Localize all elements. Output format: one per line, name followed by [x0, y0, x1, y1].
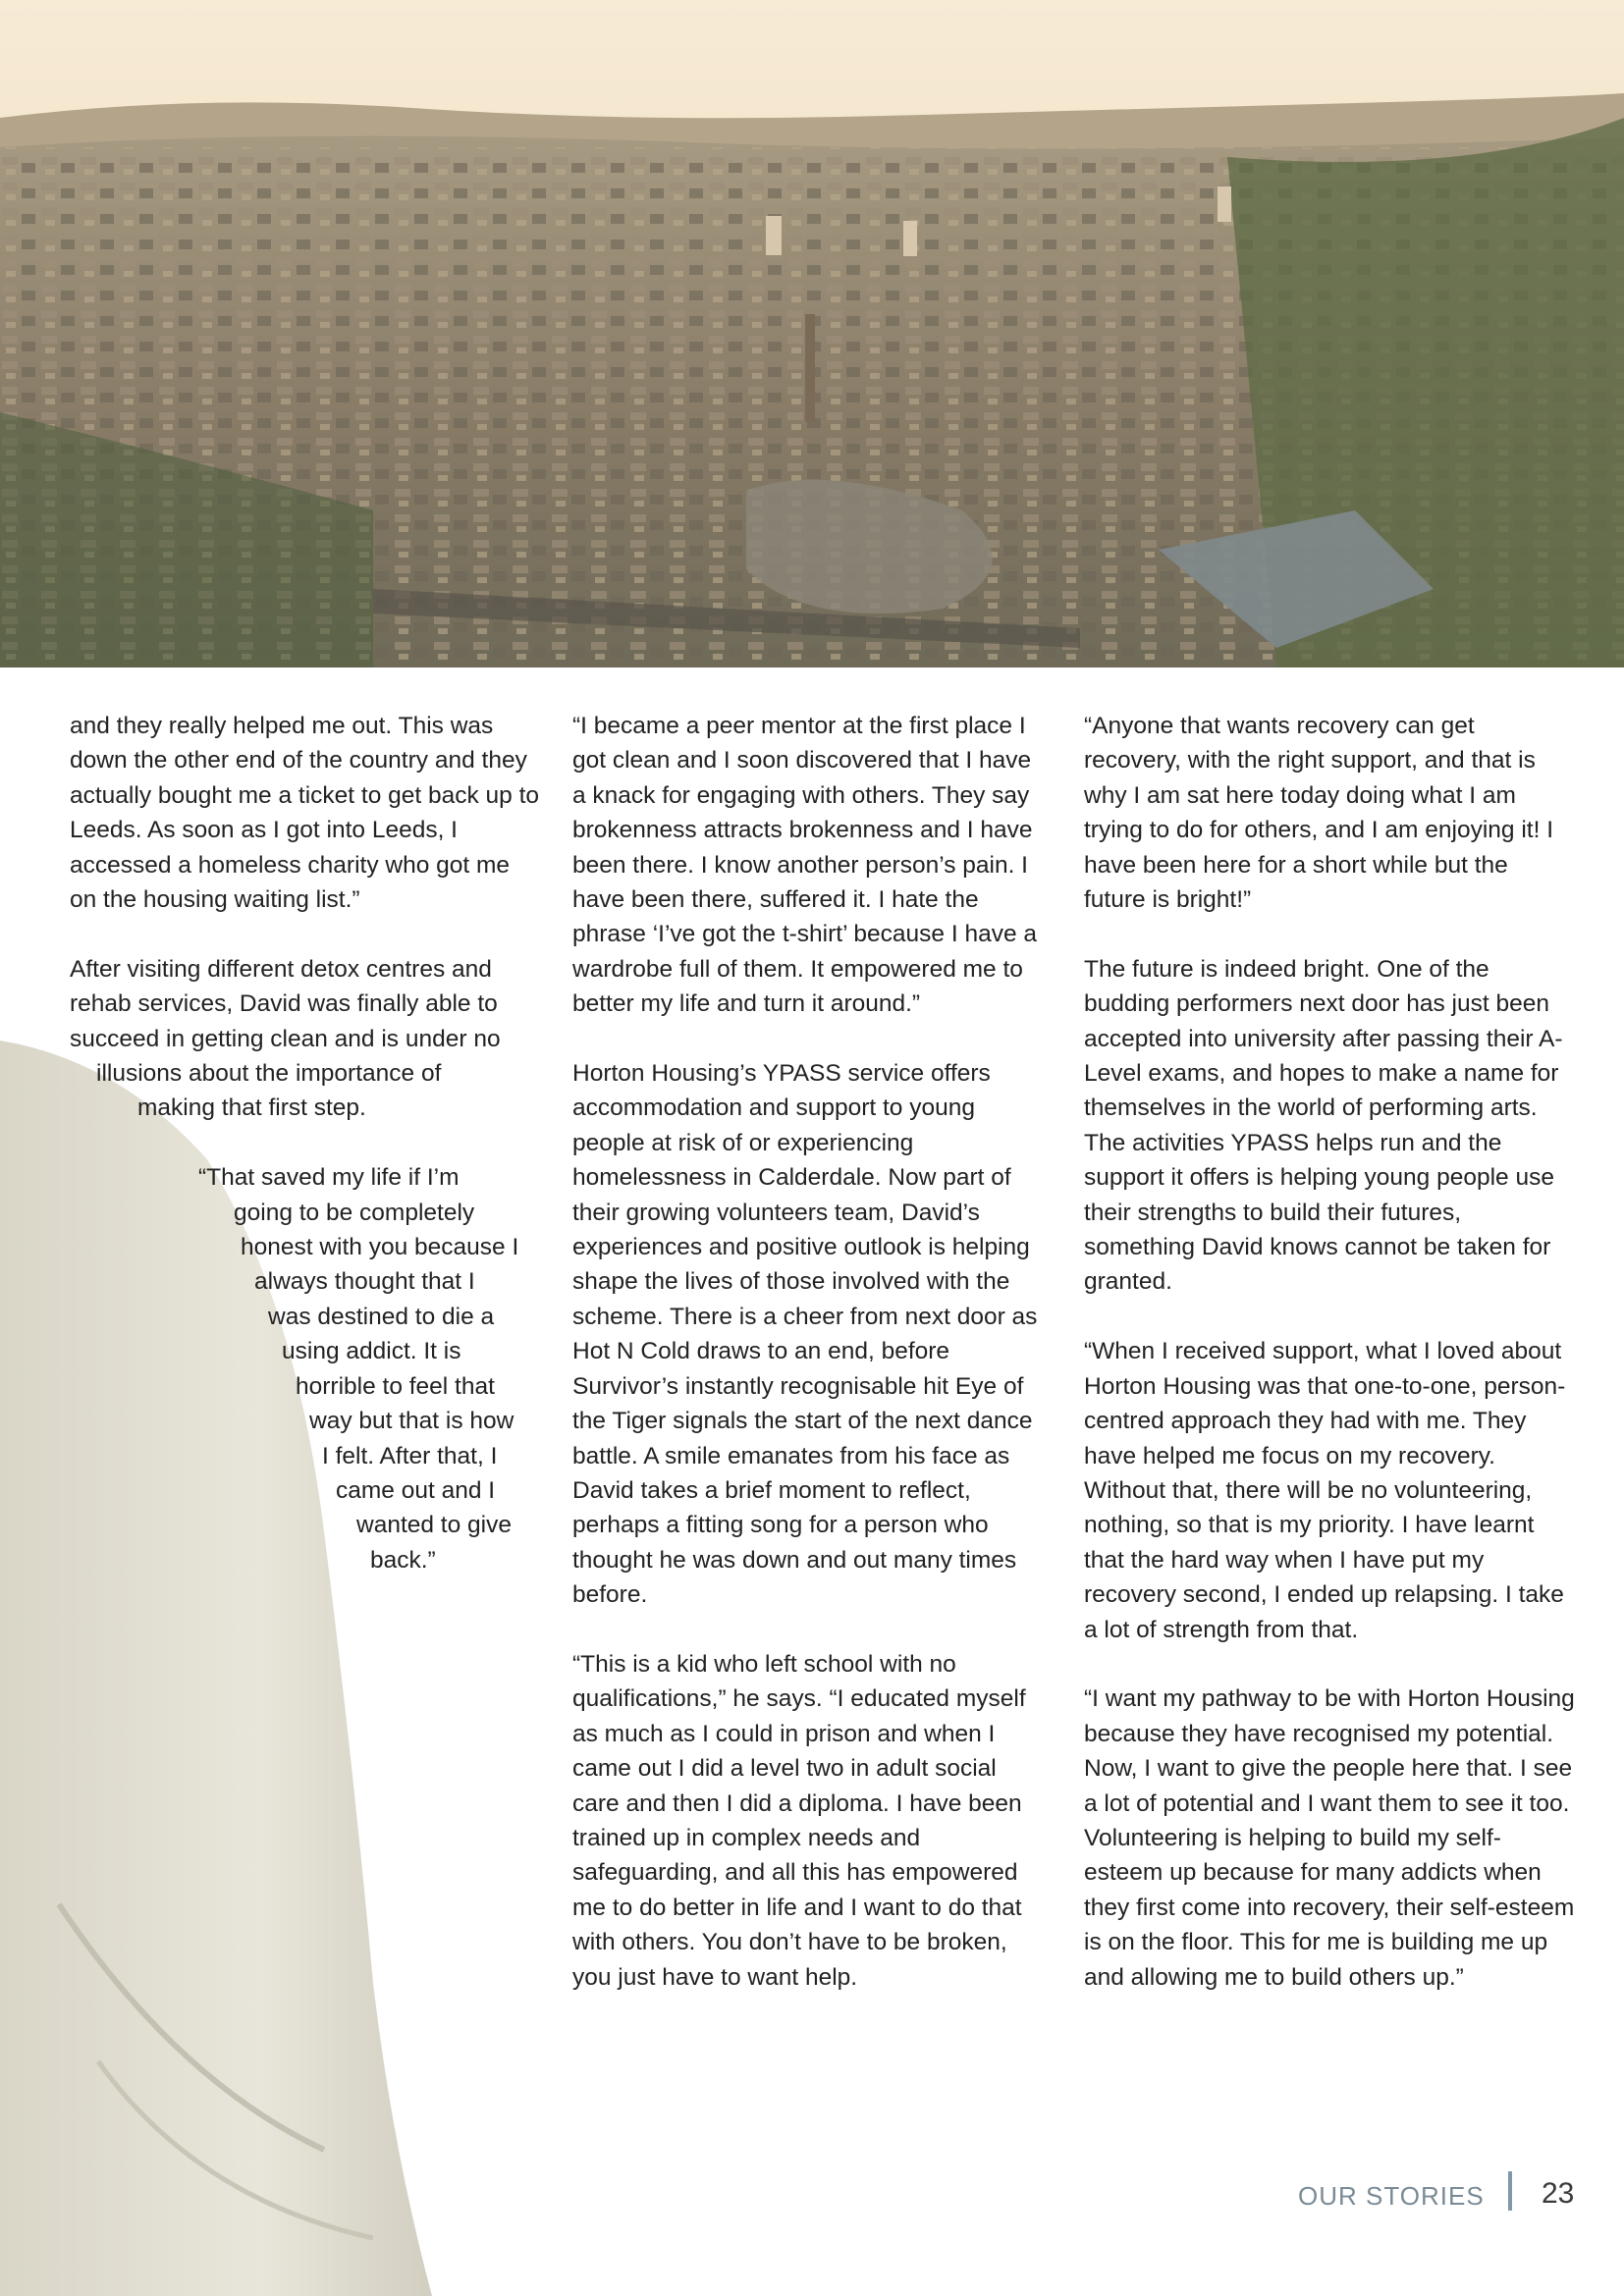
- column2-paragraph-1: “I became a peer mentor at the first place I got clean and I soon discovered that I have a knack for engaging with others. They say brokenness attracts brokenness and I have been there. I know another person’s pain. I have been there, suffered it. I hate the phrase ‘I’ve got the t-shirt’ because I have a wardrobe full of them. It empowered me to better my life and turn it around.”: [572, 713, 1038, 1018]
- column1-quote-line: using addict. It is: [282, 1338, 461, 1365]
- column1-paragraph-2: [70, 952, 541, 1126]
- column1-paragraph-1: and they really helped me out. This was down the other end of the country and they actually bought me a ticket to get back up to Leeds. As soon as I got into Leeds, I accessed a homeless charity who got me on the housing waiting list.”: [70, 713, 540, 914]
- column1-quote-line: back.”: [370, 1546, 436, 1574]
- column3-paragraph-3: “When I received support, what I loved about Horton Housing was that one-to-one, person-centred approach they had with me. They have helped me focus on my recovery. Without that, there will be no volunteering, nothing, so that is my priority. I have learnt that the hard way when I have put my recovery second, I ended up relapsing. I take a lot of strength from that.: [1084, 1338, 1566, 1643]
- column1-p2-line: After visiting different detox centres and: [70, 955, 492, 983]
- column1-quote-line: was destined to die a: [268, 1303, 495, 1330]
- column2-paragraph-2: Horton Housing’s YPASS service offers accommodation and support to young people at risk of or experiencing homelessness in Calderdale. Now part of their growing volunteers team, David’s experiences and positive outlook is helping shape the lives of those involved with the scheme. There is a cheer from next door as Hot N Cold draws to an end, before Survivor’s instantly recognisable hit Eye of the Tiger signals the start of the next dance battle. A smile emanates from his face as David takes a brief moment to reflect, perhaps a fitting song for a person who thought he was down and out many times before.: [572, 1060, 1038, 1609]
- aerial-city-photo: [0, 0, 1624, 667]
- footer-section-label: OUR STORIES: [1298, 2181, 1485, 2211]
- column1-quote-line: came out and I: [336, 1476, 496, 1504]
- column1-pull-quote: [70, 1160, 541, 1577]
- column1-quote-line: honest with you because I: [241, 1234, 519, 1261]
- column1-p2-line: succeed in getting clean and is under no: [70, 1025, 501, 1052]
- column1-quote-line: I felt. After that, I: [322, 1442, 498, 1469]
- column1-quote-line: always thought that I: [254, 1268, 475, 1296]
- column3-paragraph-1: “Anyone that wants recovery can get recovery, with the right support, and that is why I am sat here today doing what I am trying to do for others, and I am enjoying it! I have been here for a short while but the future is bright!”: [1084, 713, 1554, 914]
- column1-quote-line: going to be completely: [234, 1199, 475, 1226]
- column1-p2-line: illusions about the importance of: [96, 1060, 442, 1088]
- column1-p2-line: rehab services, David was finally able to: [70, 990, 498, 1018]
- text-column-2: [572, 709, 1044, 2029]
- column1-quote-line: wanted to give: [356, 1512, 512, 1539]
- column1-quote-line: “That saved my life if I’m: [198, 1164, 460, 1192]
- text-column-1: [70, 709, 541, 1613]
- column1-p2-line: making that first step.: [137, 1095, 366, 1122]
- column1-quote-line: way but that is how: [309, 1408, 514, 1435]
- page-number: 23: [1542, 2177, 1575, 2210]
- column3-paragraph-2: The future is indeed bright. One of the budding performers next door has just been accepted into university after passing their A-Level exams, and hopes to make a name for themselves in the world of performing arts. The activities YPASS helps run and the support it offers is helping young people use their strengths to build their futures, something David knows cannot be taken for granted.: [1084, 955, 1563, 1296]
- column2-paragraph-3: “This is a kid who left school with no qualifications,” he says. “I educated myself as much as I could in prison and when I came out I did a level two in adult social care and then I did a diploma. I have been trained up in complex needs and safeguarding, and all this has empowered me to do better in life and I want to do that with others. You don’t have to be broken, you just have to want help.: [572, 1650, 1026, 1991]
- column1-quote-line: horrible to feel that: [296, 1372, 495, 1400]
- footer-divider: [1508, 2171, 1512, 2211]
- aerial-city-illustration: [0, 0, 1624, 667]
- text-column-3: [1084, 709, 1575, 2029]
- column3-paragraph-4: “I want my pathway to be with Horton Housing because they have recognised my potential. Now, I want to give the people here that. I see a lot of potential and I want them to see it too. Volunteering is helping to build my self-esteem up because for many addicts when they first come into recovery, their self-esteem is on the floor. This for me is building me up and allowing me to build others up.”: [1084, 1685, 1575, 1991]
